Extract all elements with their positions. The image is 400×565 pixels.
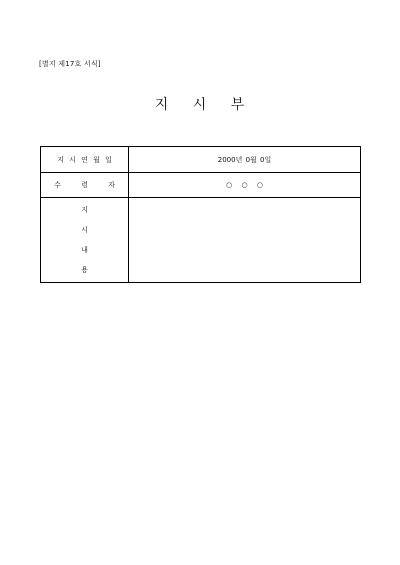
content-label-char-4: 용 (81, 266, 88, 275)
document-title: 지 시 부 (154, 97, 246, 113)
recipient-value: ○ ○ ○ (129, 173, 361, 198)
table-row-recipient (41, 173, 361, 198)
content-label-char-2: 시 (81, 225, 88, 234)
content-label-cell (41, 198, 129, 283)
content-label (41, 206, 128, 275)
table-row-content (41, 198, 361, 283)
content-label-char-3: 내 (81, 246, 88, 255)
date-value: 2000년 0월 0일 (129, 147, 361, 173)
date-label: 지 시 연 월 일 (41, 147, 129, 173)
content-value[interactable] (129, 198, 361, 283)
instruction-table (40, 146, 361, 283)
recipient-label: 수 령 자 (41, 173, 129, 198)
form-number-label: [별지 제17호 서식] (39, 60, 101, 68)
table-row-date (41, 147, 361, 173)
content-label-char-1: 지 (81, 205, 88, 214)
